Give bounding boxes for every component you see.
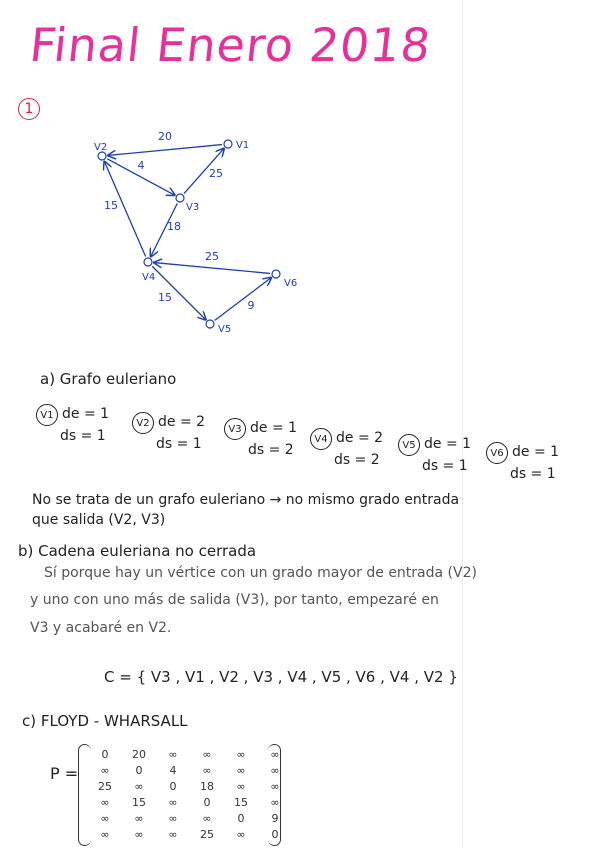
in-degree-3: de = 1 xyxy=(250,420,298,436)
node-label-v4: V4 xyxy=(142,272,156,283)
part-c-heading: c) FLOYD - WHARSALL xyxy=(22,712,188,730)
matrix-cell-2-3: 4 xyxy=(169,764,177,777)
edge-weight-v6-v4: 25 xyxy=(205,250,219,263)
matrix-cell-6-6: 0 xyxy=(271,828,279,841)
distance-matrix xyxy=(88,748,292,844)
matrix-cell-5-4: ∞ xyxy=(202,812,212,825)
matrix-cell-4-5: 15 xyxy=(234,796,248,809)
node-label-v1: V1 xyxy=(236,140,250,151)
matrix-cell-1-1: 0 xyxy=(101,748,109,761)
matrix-cell-3-2: ∞ xyxy=(134,780,144,793)
vertex-badge-3: V3 xyxy=(224,418,246,440)
out-degree-2: ds = 1 xyxy=(156,436,202,452)
node-label-v3: V3 xyxy=(186,202,200,213)
matrix-cell-6-4: 25 xyxy=(200,828,214,841)
part-a-conclusion-line-1: No se trata de un grafo euleriano → no mismo grado entrada xyxy=(32,492,460,508)
page-title: Final Enero 2018 xyxy=(27,18,434,72)
vertex-badge-1: V1 xyxy=(36,404,58,426)
page-edge-line xyxy=(462,0,463,848)
matrix-cell-3-4: 18 xyxy=(200,780,214,793)
in-degree-4: de = 2 xyxy=(336,430,384,446)
matrix-cell-3-6: ∞ xyxy=(270,780,280,793)
matrix-cell-4-4: 0 xyxy=(203,796,211,809)
part-a-heading: a) Grafo euleriano xyxy=(40,370,177,388)
vertex-badge-5: V5 xyxy=(398,434,420,456)
edge-v1-v2 xyxy=(108,145,222,156)
matrix-cell-6-2: ∞ xyxy=(134,828,144,841)
in-degree-5: de = 1 xyxy=(424,436,472,452)
edge-weight-v2-v3: 4 xyxy=(137,159,145,172)
edge-weight-v3-v4: 18 xyxy=(167,220,181,233)
directed-graph xyxy=(80,122,320,352)
matrix-cell-1-6: ∞ xyxy=(270,748,280,761)
node-label-v2: V2 xyxy=(94,142,108,153)
matrix-cell-3-1: 25 xyxy=(98,780,112,793)
matrix-cell-4-1: ∞ xyxy=(100,796,110,809)
edge-weight-v5-v6: 9 xyxy=(247,299,255,312)
matrix-cell-6-5: ∞ xyxy=(236,828,246,841)
node-v3 xyxy=(176,194,184,202)
node-label-v5: V5 xyxy=(218,324,232,335)
matrix-cell-4-2: 15 xyxy=(132,796,146,809)
matrix-cell-5-5: 0 xyxy=(237,812,245,825)
part-b-line-1: Sí porque hay un vértice con un grado mayor de entrada (V2) xyxy=(44,565,477,581)
in-degree-1: de = 1 xyxy=(62,406,110,422)
matrix-cell-4-3: ∞ xyxy=(168,796,178,809)
matrix-cell-4-6: ∞ xyxy=(270,796,280,809)
node-v4 xyxy=(144,258,152,266)
edge-weight-v4-v5: 15 xyxy=(158,291,172,304)
matrix-cell-5-6: 9 xyxy=(271,812,279,825)
part-b-heading: b) Cadena euleriana no cerrada xyxy=(18,542,257,560)
out-degree-1: ds = 1 xyxy=(60,428,106,444)
matrix-label: P = xyxy=(50,764,79,783)
out-degree-5: ds = 1 xyxy=(422,458,468,474)
matrix-cell-1-5: ∞ xyxy=(236,748,246,761)
node-label-v6: V6 xyxy=(284,278,298,289)
edge-v5-v6 xyxy=(215,278,271,321)
edge-v6-v4 xyxy=(154,263,270,274)
in-degree-6: de = 1 xyxy=(512,444,560,460)
in-degree-2: de = 2 xyxy=(158,414,206,430)
matrix-cell-5-2: ∞ xyxy=(134,812,144,825)
edge-weight-v1-v2: 20 xyxy=(158,130,172,143)
matrix-cell-2-5: ∞ xyxy=(236,764,246,777)
matrix-cell-1-2: 20 xyxy=(132,748,146,761)
edge-weight-v3-v1: 25 xyxy=(209,167,223,180)
matrix-cell-1-4: ∞ xyxy=(202,748,212,761)
matrix-cell-1-3: ∞ xyxy=(168,748,178,761)
node-v6 xyxy=(272,270,280,278)
matrix-cell-3-3: 0 xyxy=(169,780,177,793)
part-b-line-3: V3 y acabaré en V2. xyxy=(30,620,172,636)
edge-weight-v4-v2: 15 xyxy=(104,199,118,212)
eulerian-chain: C = { V3 , V1 , V2 , V3 , V4 , V5 , V6 , V4 , V2 } xyxy=(104,668,458,686)
matrix-cell-2-2: 0 xyxy=(135,764,143,777)
out-degree-6: ds = 1 xyxy=(510,466,556,482)
matrix-cell-6-1: ∞ xyxy=(100,828,110,841)
vertex-badge-2: V2 xyxy=(132,412,154,434)
problem-number: 1 xyxy=(18,98,40,120)
matrix-cell-2-4: ∞ xyxy=(202,764,212,777)
matrix-cell-5-3: ∞ xyxy=(168,812,178,825)
out-degree-3: ds = 2 xyxy=(248,442,294,458)
out-degree-4: ds = 2 xyxy=(334,452,380,468)
node-v2 xyxy=(98,152,106,160)
part-b-line-2: y uno con uno más de salida (V3), por tanto, empezaré en xyxy=(30,592,439,608)
matrix-cell-2-6: ∞ xyxy=(270,764,280,777)
vertex-badge-4: V4 xyxy=(310,428,332,450)
node-v1 xyxy=(224,140,232,148)
part-a-conclusion-line-2: que salida (V2, V3) xyxy=(32,512,166,528)
node-v5 xyxy=(206,320,214,328)
matrix-cell-5-1: ∞ xyxy=(100,812,110,825)
matrix-cell-2-1: ∞ xyxy=(100,764,110,777)
vertex-badge-6: V6 xyxy=(486,442,508,464)
matrix-cell-3-5: ∞ xyxy=(236,780,246,793)
matrix-cell-6-3: ∞ xyxy=(168,828,178,841)
